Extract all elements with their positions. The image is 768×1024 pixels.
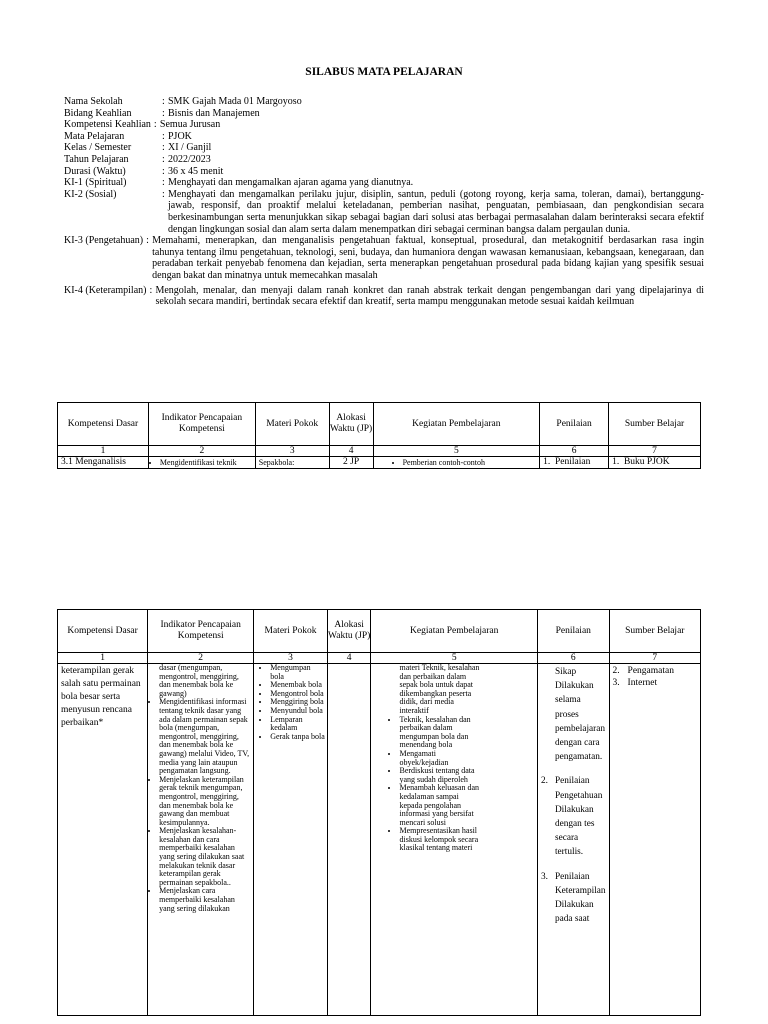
sumber-number: 1.	[612, 457, 620, 467]
info-row-ki2: KI-2 (Sosial) : Menghayati dan mengamalkan perilaku jujur, disiplin, santun, peduli (gotong royong, kerja sama, toleran, damai), bertanggung-jawab, responsif, dan proaktif melalui keteladanan, pemberian nasihat, penguatan, pembiasaan, dan pengkondisian secara berkesinambungan serta menunjukkan sikap sebagai bagian dari solusi atas berbagai permasalahan dalam berinteraksi secara efektif dengan lingkungan sosial dan alam serta dalam menempatkan diri sebagai cerminan bangsa dalam pergaulan dunia.	[64, 188, 704, 235]
penilaian-cell	[537, 664, 609, 1016]
list-item: • Menjelaskan keterampilan gerak teknik mengumpan, mengontrol, menggiring, dan menembak bola ke gawang dan membuat kesimpulannya.	[159, 776, 251, 828]
alokasi-cell: 2 JP	[329, 457, 373, 469]
info-value: Bisnis dan Manajemen	[168, 107, 260, 119]
sumber-number: 3.	[612, 678, 620, 688]
header-kegiatan: Kegiatan Pembelajaran	[373, 403, 540, 446]
info-value: Mengolah, menalar, dan menyaji dalam ranah konkret dan ranah abstrak terkait dengan pengembangan dari yang dipelajarinya di sekolah secara mandiri, bertindak secara efektif dan kreatif, serta mampu menggunakan metode sesuai kaidah keilmuan	[155, 284, 704, 308]
list-item: • Berdiskusi tentang data yang sudah diperoleh	[399, 767, 480, 784]
penilaian-text: Sikap Dilakukan selama proses pembelajaran dengan cara pengamatan.	[554, 667, 606, 763]
list-item: • Menjelaskan kesalahan- kesalahan dan cara memperbaiki kesalahan yang sering dilakukan saat melakukan teknik dasar keterampilan gerak permainan sepakbola..	[159, 827, 251, 887]
table-header-row	[58, 403, 701, 446]
list-item	[613, 665, 697, 677]
list-item: • Mengumpan bola	[270, 664, 325, 681]
list-item	[541, 665, 606, 764]
kegiatan-intro: materi Teknik, kesalahan dan perbaikan dalam sepak bola untuk dapat dikembangkan peserta didik, dari media interaktif	[399, 663, 480, 715]
list-item: • Mengamati obyek/kejadian	[399, 750, 480, 767]
header-indikator: Indikator Pencapaian Kompetensi	[148, 403, 255, 446]
info-row-class: Kelas / Semester : XI / Ganjil	[64, 142, 704, 154]
penilaian-number: 1.	[543, 457, 551, 467]
list-item: • Teknik, kesalahan dan perbaikan dalam mengumpan bola dan menendang bola	[399, 716, 480, 750]
kd-cell: keterampilan gerak salah satu permainan bola besar serta menyusun rencana perbaikan*	[58, 664, 148, 1016]
materi-cell	[254, 664, 328, 1016]
syllabus-info	[64, 96, 704, 308]
header-sumber: Sumber Belajar	[609, 403, 701, 446]
column-number: 5	[371, 653, 537, 664]
info-value: PJOK	[168, 130, 192, 142]
column-number: 5	[373, 446, 540, 457]
list-item: • Mengidentifikasi teknik	[160, 457, 253, 468]
sumber-text: Buku PJOK	[623, 457, 670, 467]
column-number: 7	[609, 446, 701, 457]
info-label: Mata Pelajaran	[64, 130, 125, 142]
header-kompetensi-dasar: Kompetensi Dasar	[58, 610, 148, 653]
penilaian-text: Penilaian	[555, 457, 591, 467]
kd-cell: 3.1 Menganalisis	[58, 457, 149, 469]
column-number: 3	[254, 653, 328, 664]
sumber-cell	[609, 457, 701, 469]
table-header-row	[58, 610, 701, 653]
list-item: • Mempresentasikan hasil diskusi kelompok secara klasikal tentang materi	[399, 827, 480, 853]
header-penilaian: Penilaian	[540, 403, 609, 446]
kegiatan-cell	[373, 457, 540, 469]
column-number: 6	[540, 446, 609, 457]
header-penilaian: Penilaian	[537, 610, 609, 653]
header-sumber: Sumber Belajar	[609, 610, 700, 653]
info-label: Kelas / Semester	[64, 142, 132, 154]
kegiatan-cell	[371, 664, 537, 1016]
info-row-ki1: KI-1 (Spiritual) : Menghayati dan mengamalkan ajaran agama yang dianutnya.	[64, 177, 704, 189]
info-row-field: Bidang Keahlian : Bisnis dan Manajemen	[64, 108, 704, 120]
list-item: • Menggiring bola	[270, 698, 325, 707]
info-label: KI-1 (Spiritual)	[64, 177, 127, 189]
info-row-subject: Mata Pelajaran : PJOK	[64, 131, 704, 143]
column-number: 3	[255, 446, 329, 457]
list-item: • Gerak tanpa bola	[270, 733, 325, 742]
info-value: Memahami, menerapkan, dan menganalisis pengetahuan faktual, konseptual, prosedural, dan metakognitif berdasarkan rasa ingin tahunya tentang ilmu pengetahuan, teknologi, seni, budaya, dan humaniora dengan wawasan kemanusiaan, kebangsaan, kenegaraan, dan peradaban terkait penyebab fenomena dan kejadian, serta menerapkan pengetahuan prosedural pada bidang kajian yang spesifik sesuai dengan bakat dan minatnya untuk memecahkan masalah	[152, 235, 704, 281]
info-label: Tahun Pelajaran	[64, 153, 129, 165]
table-row	[58, 457, 701, 469]
table-row	[58, 664, 701, 1016]
indikator-cell	[148, 664, 254, 1016]
column-number: 1	[58, 653, 148, 664]
materi-cell: Sepakbola:	[255, 457, 329, 469]
info-label: Nama Sekolah	[64, 96, 123, 107]
penilaian-number	[541, 665, 555, 764]
column-number: 4	[327, 653, 371, 664]
list-item: • Lemparan kedalam	[270, 716, 325, 733]
table-number-row	[58, 653, 701, 664]
penilaian-cell	[540, 457, 609, 469]
info-row-ki3: KI-3 (Pengetahuan) : Memahami, menerapkan, dan menganalisis pengetahuan faktual, konseptual, prosedural, dan metakognitif berdasarkan rasa ingin tahunya tentang ilmu pengetahuan, teknologi, seni, budaya, dan humaniora dengan wawasan kemanusiaan, kebangsaan, kenegaraan, dan peradaban terkait penyebab fenomena dan kejadian, serta menerapkan pengetahuan prosedural pada bidang kajian yang spesifik sesuai dengan bakat dan minatnya untuk memecahkan masalah	[64, 235, 704, 281]
column-number: 4	[329, 446, 373, 457]
penilaian-text: Penilaian Keterampilan Dilakukan pada saat	[554, 871, 606, 925]
info-value: Semua Jurusan	[159, 119, 221, 131]
info-row-duration: Durasi (Waktu) : 36 x 45 menit	[64, 166, 704, 178]
info-label: KI-2 (Sosial)	[64, 188, 117, 200]
column-number: 2	[148, 653, 254, 664]
column-number: 2	[148, 446, 255, 457]
info-value: 36 x 45 menit	[168, 165, 224, 177]
sumber-text: Pengamatan	[627, 666, 674, 676]
info-label: Durasi (Waktu)	[64, 165, 126, 177]
sumber-cell	[609, 664, 700, 1016]
list-item: • Menyundul bola	[270, 707, 325, 716]
penilaian-number: 3.	[540, 871, 548, 882]
sumber-text: Internet	[627, 678, 658, 688]
list-item: • Menambah keluasan dan kedalaman sampai kepada pengolahan informasi yang bersifat mencari solusi	[399, 784, 480, 827]
list-item: • Mengontrol bola	[270, 690, 325, 699]
info-label: KI-4 (Keterampilan)	[64, 284, 147, 296]
header-kegiatan: Kegiatan Pembelajaran	[371, 610, 537, 653]
info-row-year: Tahun Pelajaran : 2022/2023	[64, 154, 704, 166]
info-value: Menghayati dan mengamalkan perilaku jujur, disiplin, santun, peduli (gotong royong, kerja sama, toleran, damai), bertanggung-jawab, responsif, dan proaktif melalui keteladanan, pemberian nasihat, penguatan, pembiasaan, dan pengkondisian secara berkesinambungan serta menunjukkan sikap sebagai bagian dari solusi atas berbagai permasalahan dalam berinteraksi secara efektif dengan lingkungan sosial dan alam serta dalam menempatkan diri sebagai cerminan bangsa dalam pergaulan dunia.	[168, 188, 704, 235]
info-value: SMK Gajah Mada 01 Margoyoso	[168, 96, 302, 107]
indikator-cell	[148, 457, 255, 469]
list-item: • Menjelaskan cara memperbaiki kesalahan yang sering dilakukan	[159, 887, 251, 913]
header-kompetensi-dasar: Kompetensi Dasar	[58, 403, 149, 446]
column-number: 6	[537, 653, 609, 664]
info-row-competency: Kompetensi Keahlian : Semua Jurusan	[64, 119, 704, 131]
list-item	[613, 677, 697, 689]
info-label: Kompetensi Keahlian	[64, 119, 151, 131]
info-label: Bidang Keahlian	[64, 107, 132, 119]
alokasi-cell	[327, 664, 371, 1016]
syllabus-table-bottom	[57, 609, 701, 1016]
header-materi: Materi Pokok	[255, 403, 329, 446]
info-label: KI-3 (Pengetahuan)	[64, 235, 144, 247]
penilaian-number: 2.	[540, 776, 548, 787]
info-row-school: Nama Sekolah : SMK Gajah Mada 01 Margoyoso	[64, 96, 704, 108]
column-number: 1	[58, 446, 149, 457]
sumber-number: 2.	[612, 666, 620, 676]
info-row-ki4: KI-4 (Keterampilan) : Mengolah, menalar, dan menyaji dalam ranah konkret dan ranah abstrak terkait dengan pengembangan dari yang dipelajarinya di sekolah secara mandiri, bertindak secara efektif dan kreatif, serta mampu menggunakan metode sesuai kaidah keilmuan	[64, 284, 704, 308]
table-number-row	[58, 446, 701, 457]
info-value: Menghayati dan mengamalkan ajaran agama yang dianutnya.	[168, 177, 414, 189]
page-title: SILABUS MATA PELAJARAN	[305, 66, 463, 78]
penilaian-text: Penilaian Pengetahuan Dilakukan dengan tes secara tertulis.	[554, 776, 603, 858]
info-value: 2022/2023	[168, 153, 211, 165]
column-number: 7	[609, 653, 700, 664]
info-value: XI / Ganjil	[168, 142, 212, 154]
indikator-intro: dasar (mengumpan, mengontrol, menggiring, dan menembak bola ke gawang)	[159, 663, 239, 698]
syllabus-table-top	[57, 402, 701, 469]
list-item	[541, 870, 606, 927]
header-materi: Materi Pokok	[254, 610, 328, 653]
header-alokasi: Alokasi Waktu (JP)	[329, 403, 373, 446]
list-item: • Pemberian contoh-contoh	[403, 457, 540, 468]
header-indikator: Indikator Pencapaian Kompetensi	[148, 610, 254, 653]
list-item: • Mengidentifikasi informasi tentang teknik dasar yang ada dalam permainan sepak bola (mengumpan, mengontrol, menggiring, dan menembak bola ke gawang) melalui Video, TV, media yang lain ataupun pengamatan langsung.	[159, 698, 251, 775]
header-alokasi: Alokasi Waktu (JP)	[327, 610, 371, 653]
list-item: • Menembak bola	[270, 681, 325, 690]
list-item	[541, 774, 606, 859]
